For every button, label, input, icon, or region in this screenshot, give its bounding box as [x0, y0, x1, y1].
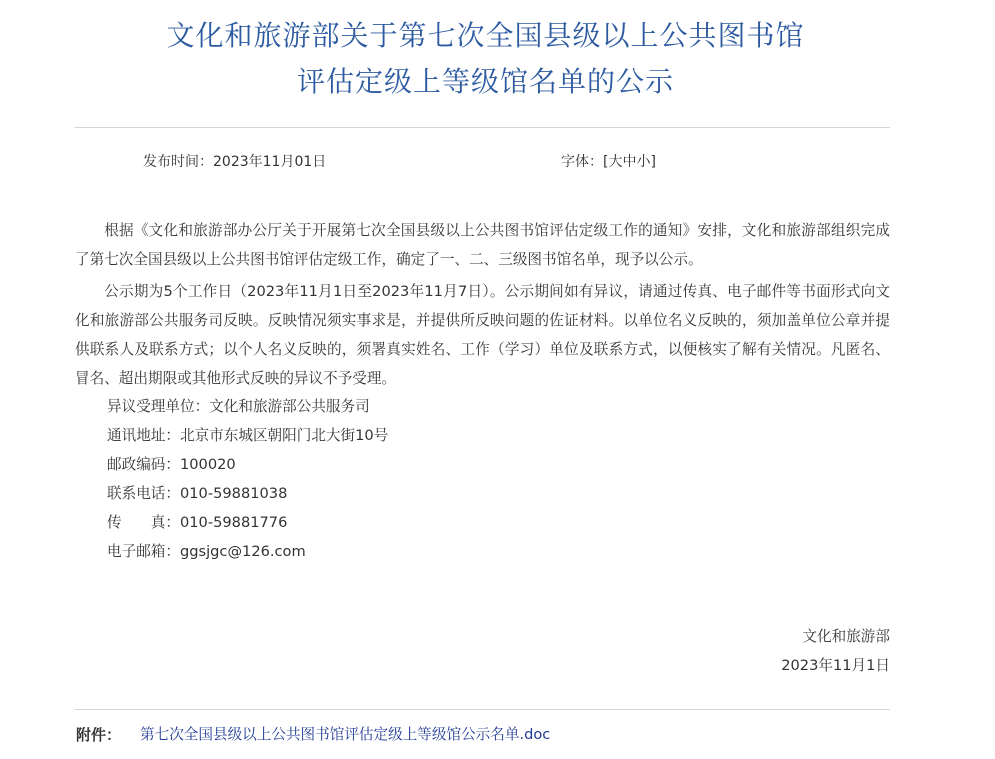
contact-postcode: 邮政编码：100020 [107, 456, 236, 473]
font-size-large-button[interactable]: 大 [608, 154, 623, 170]
attachment-download-link[interactable]: 第七次全国县级以上公共图书馆评估定级上等级馆公示名单.doc [140, 726, 551, 743]
attachment-divider [75, 709, 890, 710]
signature-org: 文化和旅游部 [802, 628, 890, 645]
signature-date: 2023年11月1日 [781, 657, 890, 674]
font-size-medium-button[interactable]: 中 [622, 154, 637, 170]
contact-address: 通讯地址：北京市东城区朝阳门北大街10号 [107, 427, 389, 444]
attachment-label: 附件： [76, 726, 122, 744]
body-paragraph: 公示期为5个工作日（2023年11月1日至2023年11月7日）。公示期间如有异议，请通过传真、电子邮件等书面形式向文化和旅游部公共服务司反映。反映情况须实事求是，并提供所反映问题的佐证材料。以单位名义反映的，须加盖单位公章并提供联系人及联系方式；以个人名义反映的，须署真实姓名、工作（学习）单位及联系方式，以便核实了解有关情况。凡匿名、冒名、超出期限或其他形式反映的异议不予受理。 [75, 283, 890, 387]
contact-email: 电子邮箱：ggsjgc@126.com [107, 543, 306, 560]
publish-date-label: 发布时间： [143, 154, 213, 170]
page-title-line-2: 评估定级上等级馆名单的公示 [296, 65, 674, 98]
publish-date [143, 152, 326, 172]
font-size-label: 字体： [561, 154, 603, 170]
page-title-line-1: 文化和旅游部关于第七次全国县级以上公共图书馆 [166, 19, 805, 52]
font-size-bracket-close: ] [650, 154, 656, 170]
publish-date-value: 2023年11月01日 [213, 154, 327, 170]
font-size-bracket-open: [ [603, 154, 609, 170]
contact-fax: 传 真：010-59881776 [107, 514, 288, 531]
contact-unit: 异议受理单位：文化和旅游部公共服务司 [107, 398, 370, 415]
font-size-switcher [561, 152, 656, 172]
font-size-small-button[interactable]: 小 [636, 154, 651, 170]
contact-phone: 联系电话：010-59881038 [107, 485, 288, 502]
body-paragraph: 根据《文化和旅游部办公厅关于开展第七次全国县级以上公共图书馆评估定级工作的通知》安排，文化和旅游部组织完成了第七次全国县级以上公共图书馆评估定级工作，确定了一、二、三级图书馆名单，现予以公示。 [75, 222, 890, 268]
title-divider [75, 127, 890, 128]
